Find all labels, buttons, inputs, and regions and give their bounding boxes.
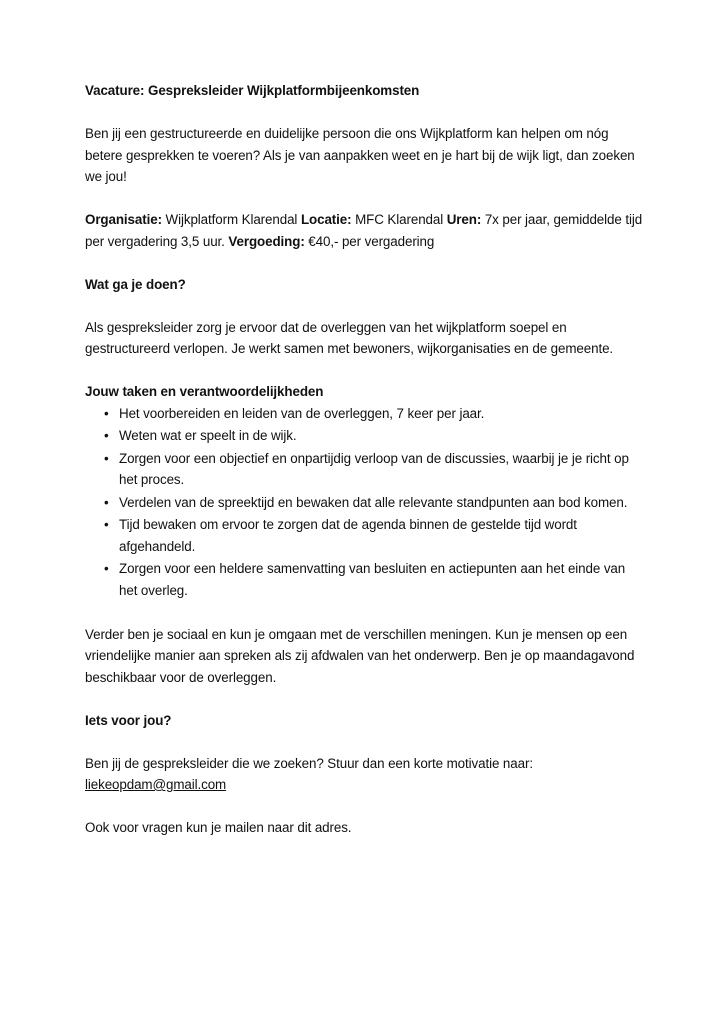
document-title: Vacature: Gespreksleider Wijkplatformbijeenkomsten (85, 83, 420, 98)
apply-text: Ben jij de gespreksleider die we zoeken? Stuur dan een korte motivatie naar: (85, 755, 533, 771)
extra-paragraph: Verder ben je sociaal en kun je omgaan met de verschillen meningen. Kun je mensen op een vriendelijke manier aan spreken als zij afdwalen van het onderwerp. Ben je op maandagavond beschikbaar voor de overleggen. (85, 626, 635, 685)
list-item (85, 448, 645, 491)
hours-value: 7x per jaar, gemiddelde tijd per vergadering 3,5 uur. (85, 212, 643, 249)
bullet-icon: • (104, 517, 109, 532)
location-label: Locatie: (300, 212, 352, 227)
bullet-icon: • (104, 494, 109, 510)
details-paragraph (85, 209, 645, 252)
closing-text: Ook voor vragen kun je mailen naar dit adres. (85, 820, 352, 835)
list-item (85, 558, 645, 601)
location-value: MFC Klarendal (351, 212, 447, 227)
list-item (85, 492, 645, 514)
list-item-text: Verdelen van de spreektijd en bewaken dat alle relevante standpunten aan bod komen. (119, 494, 628, 510)
section-heading-iets-voor-jou: Iets voor jou? (85, 712, 172, 728)
role-description: Als gespreksleider zorg je ervoor dat de overleggen van het wijkplatform soepel en gestructureerd verlopen. Je werkt samen met bewoners, wijkorganisaties en de gemeente. (85, 319, 614, 356)
list-item-text: Tijd bewaken om ervoor te zorgen dat de agenda binnen de gestelde tijd wordt afgehandeld. (119, 517, 577, 554)
list-item (85, 514, 645, 557)
org-label: Organisatie: (85, 212, 162, 227)
bullet-icon: • (104, 428, 109, 443)
hours-label: Uren: (446, 212, 482, 227)
list-item-text: Weten wat er speelt in de wijk. (119, 428, 297, 443)
list-item-text: Zorgen voor een objectief en onpartijdig verloop van de discussies, waarbij je je richt op het proces. (119, 450, 629, 487)
org-value: Wijkplatform Klarendal (161, 212, 301, 227)
list-item (85, 425, 645, 447)
bullet-icon: • (104, 405, 109, 421)
tasks-list (85, 403, 645, 602)
email-link[interactable]: liekeopdam@gmail.com (85, 777, 227, 792)
list-item-text: Het voorbereiden en leiden van de overleggen, 7 keer per jaar. (119, 405, 485, 421)
list-item-text: Zorgen voor een heldere samenvatting van besluiten en actiepunten aan het einde van het overleg. (119, 561, 626, 598)
tasks-heading: Jouw taken en verantwoordelijkheden (85, 384, 324, 399)
fee-value: €40,- per vergadering (304, 233, 435, 249)
list-item (85, 403, 645, 425)
section-heading-wat-ga-je-doen: Wat ga je doen? (85, 276, 186, 292)
bullet-icon: • (104, 561, 109, 576)
bullet-icon: • (104, 450, 109, 466)
fee-label: Vergoeding: (228, 233, 305, 249)
document-page (85, 80, 645, 839)
intro-paragraph: Ben jij een gestructureerde en duidelijke persoon die ons Wijkplatform kan helpen om nóg betere gesprekken te voeren? Als je van aanpakken weet en je hart bij de wijk ligt, dan zoeken we jou! (85, 126, 635, 184)
